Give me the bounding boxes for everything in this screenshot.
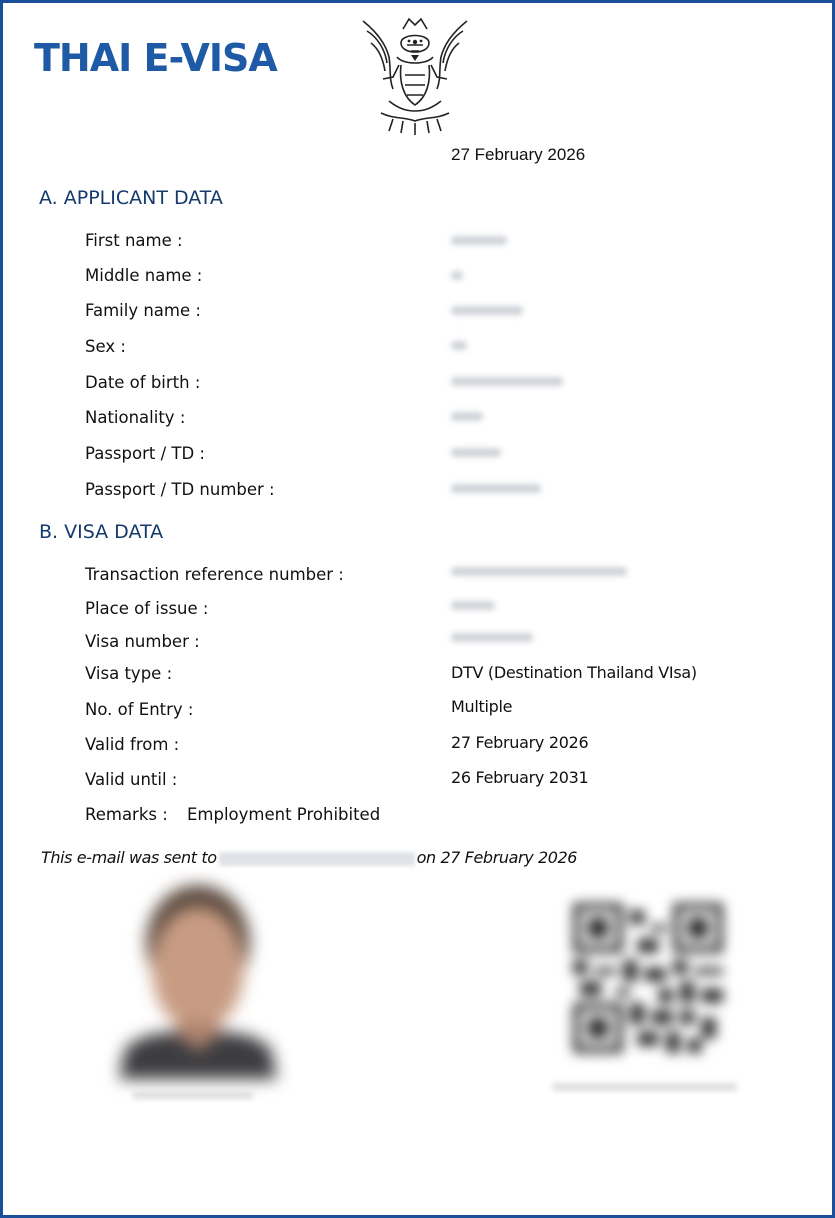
remarks-label: Remarks : bbox=[85, 805, 168, 824]
passport-number-value-redacted bbox=[451, 484, 541, 493]
middle-name-value-redacted bbox=[451, 271, 463, 280]
date-of-birth-label: Date of birth : bbox=[85, 373, 201, 392]
remarks-value: Employment Prohibited bbox=[187, 805, 381, 824]
email-notice bbox=[41, 848, 577, 867]
date-of-birth-value-redacted bbox=[451, 377, 563, 386]
visa-type-value: DTV (Destination Thailand VIsa) bbox=[451, 663, 697, 682]
valid-until-value: 26 February 2031 bbox=[451, 768, 589, 787]
valid-until-label: Valid until : bbox=[85, 770, 178, 789]
entry-label: No. of Entry : bbox=[85, 700, 194, 719]
applicant-photo bbox=[115, 881, 281, 1079]
place-of-issue-value-redacted bbox=[451, 601, 495, 610]
qr-code-icon bbox=[569, 903, 727, 1053]
family-name-label: Family name : bbox=[85, 301, 201, 320]
transaction-reference-value-redacted bbox=[451, 567, 627, 576]
nationality-value-redacted bbox=[451, 412, 483, 421]
visa-number-value-redacted bbox=[451, 633, 533, 642]
sex-label: Sex : bbox=[85, 337, 126, 356]
sex-value-redacted bbox=[451, 341, 467, 350]
entry-value: Multiple bbox=[451, 697, 513, 716]
family-name-value-redacted bbox=[451, 306, 523, 315]
photo-caption-redacted bbox=[133, 1091, 253, 1099]
transaction-reference-label: Transaction reference number : bbox=[85, 565, 344, 584]
valid-from-value: 27 February 2026 bbox=[451, 733, 589, 752]
garuda-emblem-icon bbox=[359, 15, 471, 137]
passport-type-value-redacted bbox=[451, 448, 501, 457]
place-of-issue-label: Place of issue : bbox=[85, 599, 209, 618]
email-address-redacted bbox=[219, 852, 415, 866]
email-notice-suffix: on 27 February 2026 bbox=[416, 848, 578, 867]
first-name-value-redacted bbox=[451, 236, 507, 245]
visa-number-label: Visa number : bbox=[85, 632, 200, 651]
visa-type-label: Visa type : bbox=[85, 664, 173, 683]
thai-evisa-logo: THAI E-VISA bbox=[34, 36, 277, 80]
middle-name-label: Middle name : bbox=[85, 266, 203, 285]
issue-date: 27 February 2026 bbox=[451, 145, 586, 164]
passport-type-label: Passport / TD : bbox=[85, 444, 205, 463]
email-notice-prefix: This e-mail was sent to bbox=[41, 848, 217, 867]
nationality-label: Nationality : bbox=[85, 408, 186, 427]
visa-data-heading: B. VISA DATA bbox=[39, 521, 164, 543]
applicant-data-heading: A. APPLICANT DATA bbox=[39, 187, 223, 209]
passport-number-label: Passport / TD number : bbox=[85, 480, 275, 499]
qr-caption-redacted bbox=[553, 1083, 737, 1091]
first-name-label: First name : bbox=[85, 231, 183, 250]
valid-from-label: Valid from : bbox=[85, 735, 180, 754]
